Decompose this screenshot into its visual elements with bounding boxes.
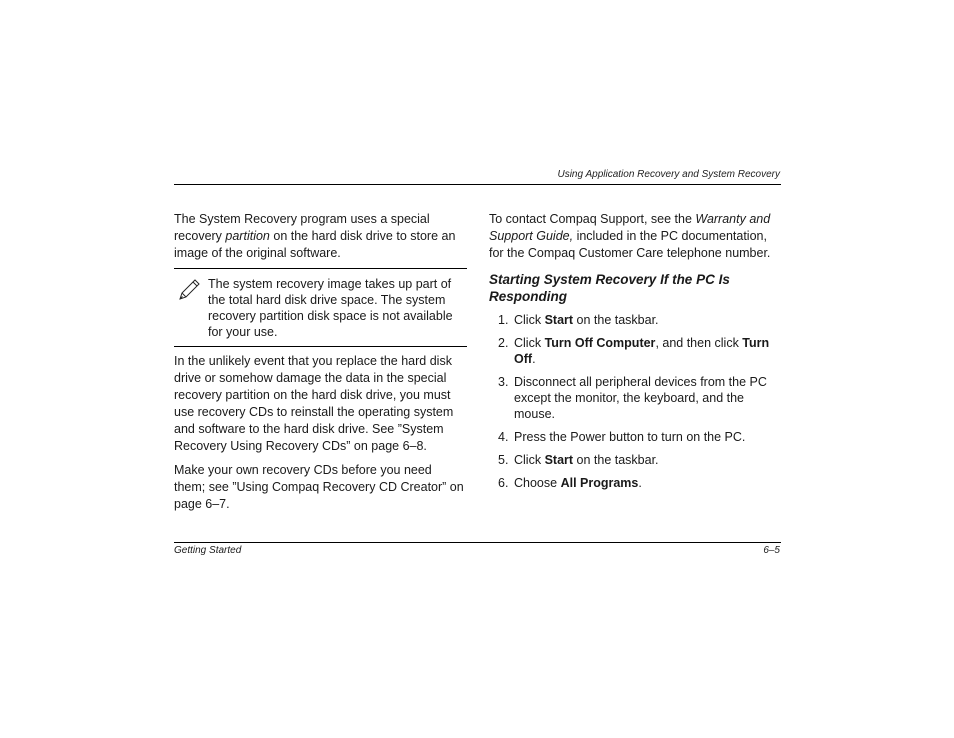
note-text: The system recovery image takes up part of the total hard disk drive space. The system recovery partition disk space is not available for your use.: [208, 277, 453, 339]
steps-list: [489, 312, 781, 498]
section-heading: Starting System Recovery If the PC Is Responding: [489, 272, 730, 304]
page-number: 6–5: [763, 545, 780, 556]
list-item: 5. Click Start on the taskbar.: [498, 453, 659, 467]
list-item: 3. Disconnect all peripheral devices from the PC except the monitor, the keyboard, and the mouse.: [498, 375, 767, 421]
list-item: 4. Press the Power button to turn on the PC.: [498, 430, 746, 444]
list-item: 6. Choose All Programs.: [498, 476, 642, 490]
create-cds-paragraph: Make your own recovery CDs before you need them; see ”Using Compaq Recovery CD Creator” on page 6–7.: [174, 463, 464, 511]
recovery-cds-paragraph: In the unlikely event that you replace the hard disk drive or somehow damage the data in the special recovery partition on the hard disk drive, you must use recovery CDs to reinstall the operating system and software to the hard disk drive. See ”System Recovery Using Recovery CDs” on page 6–8.: [174, 354, 454, 453]
contact-paragraph: To contact Compaq Support, see the Warranty and Support Guide, included in the PC documentation, for the Compaq Customer Care telephone number.: [489, 212, 771, 260]
footer-title: Getting Started: [174, 545, 242, 556]
list-item: 1. Click Start on the taskbar.: [498, 313, 659, 327]
list-item: 2. Click Turn Off Computer, and then click Turn Off.: [498, 336, 770, 366]
pencil-note-icon: [176, 277, 202, 303]
intro-paragraph: The System Recovery program uses a special recovery partition on the hard disk drive to store an image of the original software.: [174, 212, 456, 260]
header-rule: [174, 184, 781, 185]
running-header: Using Application Recovery and System Recovery: [557, 169, 780, 180]
note-box: [174, 268, 467, 347]
footer-rule: [174, 542, 781, 543]
